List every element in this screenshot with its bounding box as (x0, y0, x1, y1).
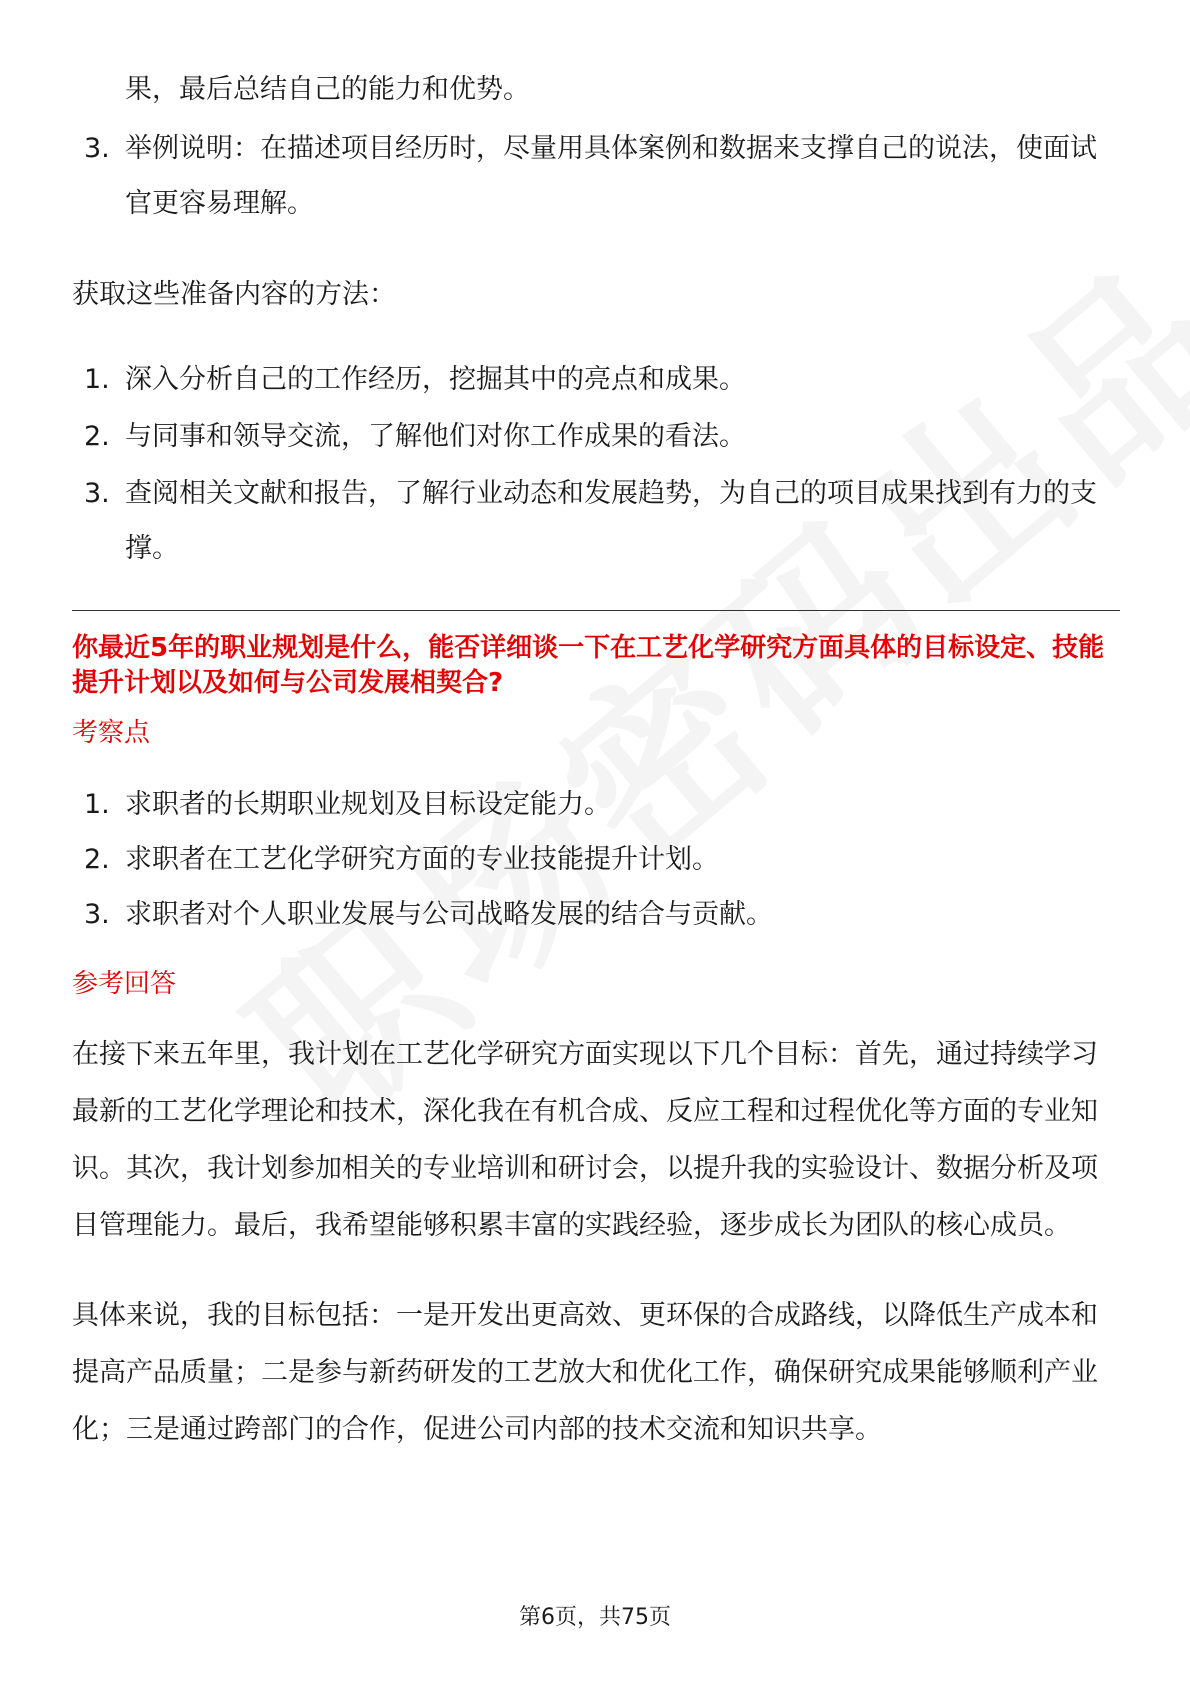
list-number: 3. (84, 899, 110, 930)
list-item-text: 举例说明：在描述项目经历时，尽量用具体案例和数据来支撑自己的说法，使面试官更容易理解。 (125, 133, 1097, 219)
list-number: 2. (84, 421, 110, 452)
list-item (72, 121, 1120, 231)
continuation-text: 果，最后总结自己的能力和优势。 (125, 74, 530, 105)
list-number: 1. (84, 789, 110, 820)
page-number: 第6页，共75页 (519, 1605, 671, 1630)
interview-question: 你最近5年的职业规划是什么，能否详细谈一下在工艺化学研究方面具体的目标设定、技能提升计划以及如何与公司发展相契合? (72, 633, 1105, 698)
list-item-text: 深入分析自己的工作经历，挖掘其中的亮点和成果。 (125, 364, 746, 395)
answer-heading: 参考回答 (72, 969, 177, 999)
page-content (72, 62, 1120, 1458)
list-number: 3. (84, 478, 110, 509)
list-number: 2. (84, 844, 110, 875)
list-item-text: 求职者对个人职业发展与公司战略发展的结合与贡献。 (125, 899, 773, 930)
checkpoints-list (72, 777, 1120, 942)
list-item-text: 求职者在工艺化学研究方面的专业技能提升计划。 (125, 844, 719, 875)
methods-list (72, 352, 1120, 576)
list-number: 3. (84, 133, 110, 164)
section-divider (72, 610, 1120, 611)
list-item (72, 887, 1120, 942)
list-item (72, 777, 1120, 832)
list-item (72, 832, 1120, 887)
checkpoints-heading: 考察点 (72, 718, 151, 748)
answer-paragraph: 具体来说，我的目标包括：一是开发出更高效、更环保的合成路线，以降低生产成本和提高产品质量；二是参与新药研发的工艺放大和优化工作，确保研究成果能够顺利产业化；三是通过跨部门的合作，促进公司内部的技术交流和知识共享。 (72, 1300, 1098, 1445)
answer-paragraph: 在接下来五年里，我计划在工艺化学研究方面实现以下几个目标：首先，通过持续学习最新的工艺化学理论和技术，深化我在有机合成、反应工程和过程优化等方面的专业知识。其次，我计划参加相关的专业培训和研讨会，以提升我的实验设计、数据分析及项目管理能力。最后，我希望能够积累丰富的实践经验，逐步成长为团队的核心成员。 (72, 1039, 1098, 1241)
list-number: 1. (84, 364, 110, 395)
methods-label: 获取这些准备内容的方法： (72, 279, 396, 310)
list-item-text: 查阅相关文献和报告，了解行业动态和发展趋势，为自己的项目成果找到有力的支撑。 (125, 478, 1097, 564)
list-item-text: 求职者的长期职业规划及目标设定能力。 (125, 789, 611, 820)
list-item-text: 与同事和领导交流，了解他们对你工作成果的看法。 (125, 421, 746, 452)
list-item (72, 352, 1120, 407)
list-item (72, 466, 1120, 576)
list-item (72, 409, 1120, 464)
tips-list (72, 121, 1120, 231)
